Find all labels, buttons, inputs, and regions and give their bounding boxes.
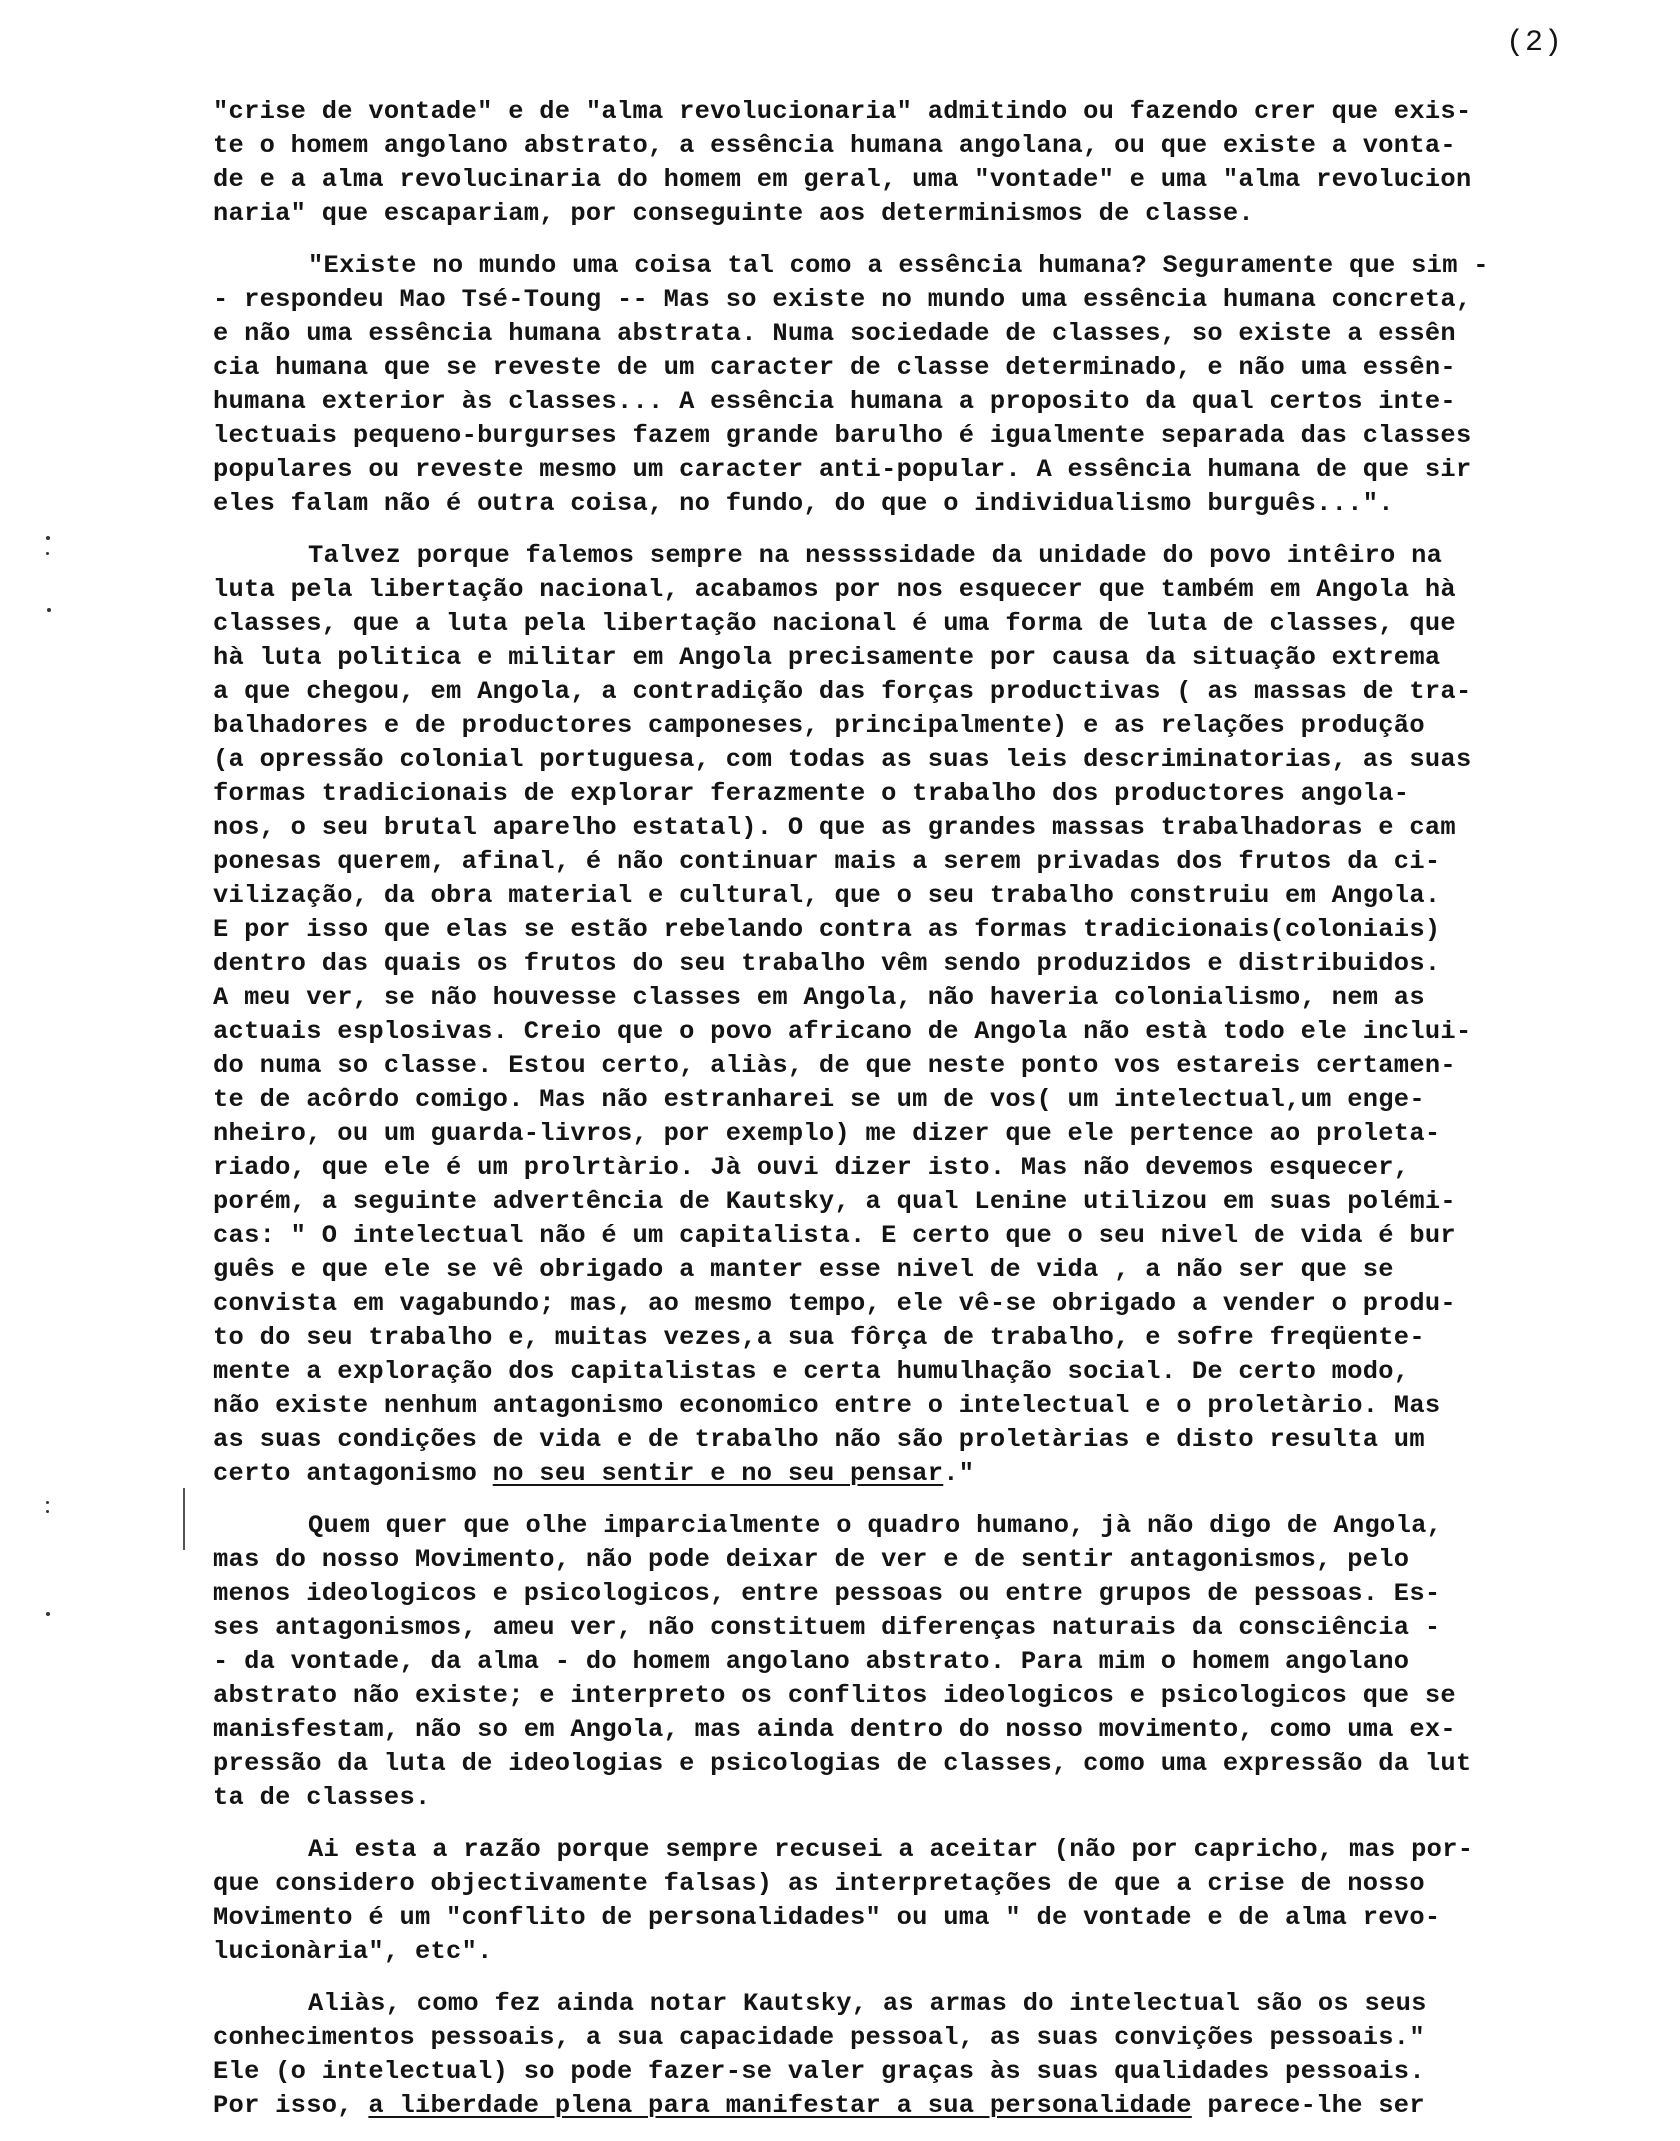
text-line: classes, que a luta pela libertação nacional é uma forma de luta de classes, que (213, 609, 1456, 638)
text-line: que considero objectivamente falsas) as interpretações de que a crise de nosso (213, 1869, 1425, 1898)
text-line (213, 2089, 1633, 2123)
text-line: riado, que ele é um prolrtàrio. Jà ouvi dizer isto. Mas não devemos esquecer, (213, 1153, 1410, 1182)
document-body (213, 95, 1633, 2141)
text-line: a que chegou, em Angola, a contradição das forças productivas ( as massas de tra- (213, 677, 1472, 706)
text-line: (a opressão colonial portuguesa, com todas as suas leis descriminatorias, as suas (213, 745, 1472, 774)
text-line: Ele (o intelectual) so pode fazer-se valer graças às suas qualidades pessoais. (213, 2057, 1425, 2086)
margin-dot (47, 608, 51, 612)
text-line: luta pela libertação nacional, acabamos por nos esquecer que também em Angola hà (213, 575, 1456, 604)
text-line: mas do nosso Movimento, não pode deixar de ver e de sentir antagonismos, pelo (213, 1545, 1410, 1574)
text-line: formas tradicionais de explorar ferazmente o trabalho dos productores angola- (213, 779, 1410, 808)
text-line: não existe nenhum antagonismo economico entre o intelectual e o proletàrio. Mas (213, 1391, 1441, 1420)
text-line: "Existe no mundo uma coisa tal como a essência humana? Seguramente que sim - (308, 251, 1489, 280)
text-line: de e a alma revolucinaria do homem em geral, uma "vontade" e uma "alma revolucion (213, 165, 1472, 194)
text-line: naria" que escapariam, por conseguinte aos determinismos de classe. (213, 199, 1254, 228)
text-line: lectuais pequeno-burgurses fazem grande barulho é igualmente separada das classes (213, 421, 1472, 450)
text-line: te de acôrdo comigo. Mas não estranharei se um de vos( um intelectual,um enge- (213, 1085, 1425, 1114)
line-suffix: ." (943, 1459, 975, 1488)
text-line: to do seu trabalho e, muitas vezes,a sua fôrça de trabalho, e sofre freqüente- (213, 1323, 1425, 1352)
underlined-phrase: a liberdade plena para manifestar a sua personalidade (368, 2091, 1192, 2120)
paragraph (213, 249, 1633, 521)
line-suffix: parece-lhe ser (1191, 2091, 1425, 2120)
text-line: A meu ver, se não houvesse classes em Angola, não haveria colonialismo, nem as (213, 983, 1425, 1012)
text-line: mente a exploração dos capitalistas e certa humulhação social. De certo modo, (213, 1357, 1410, 1386)
margin-dot (46, 552, 49, 555)
text-line: pressão da luta de ideologias e psicologias de classes, como uma expressão da lut (213, 1749, 1472, 1778)
text-line: ta de classes. (213, 1783, 431, 1812)
text-line: menos ideologicos e psicologicos, entre pessoas ou entre grupos de pessoas. Es- (213, 1579, 1441, 1608)
paragraph (213, 95, 1633, 231)
text-line: te o homem angolano abstrato, a essência humana angolana, ou que existe a vonta- (213, 131, 1456, 160)
text-line: Talvez porque falemos sempre na nessssidade da unidade do povo intêiro na (308, 541, 1443, 570)
line-prefix: certo antagonismo (213, 1459, 493, 1488)
text-line: do numa so classe. Estou certo, aliàs, de que neste ponto vos estareis certamen- (213, 1051, 1456, 1080)
paragraph (213, 539, 1633, 1491)
paragraph (213, 1987, 1633, 2123)
page-number: (2) (1506, 26, 1564, 60)
text-line: - respondeu Mao Tsé-Toung -- Mas so existe no mundo uma essência humana concreta, (213, 285, 1472, 314)
text-line: ses antagonismos, ameu ver, não constituem diferenças naturais da consciência - (213, 1613, 1441, 1642)
text-line: vilização, da obra material e cultural, que o seu trabalho construiu em Angola. (213, 881, 1441, 910)
margin-dot (46, 1501, 49, 1504)
text-line: nos, o seu brutal aparelho estatal). O que as grandes massas trabalhadoras e cam (213, 813, 1456, 842)
margin-dot (46, 536, 50, 540)
text-line: - da vontade, da alma - do homem angolano abstrato. Para mim o homem angolano (213, 1647, 1410, 1676)
text-line: conhecimentos pessoais, a sua capacidade pessoal, as suas convições pessoais." (213, 2023, 1425, 2052)
text-line: Ai esta a razão porque sempre recusei a aceitar (não por capricho, mas por- (308, 1835, 1474, 1864)
text-line: as suas condições de vida e de trabalho não são proletàrias e disto resulta um (213, 1425, 1425, 1454)
text-line: dentro das quais os frutos do seu trabalho vêm sendo produzidos e distribuidos. (213, 949, 1441, 978)
text-line: balhadores e de productores camponeses, principalmente) e as relações produção (213, 711, 1425, 740)
text-line: manisfestam, não so em Angola, mas ainda dentro do nosso movimento, como uma ex- (213, 1715, 1456, 1744)
text-line: Quem quer que olhe imparcialmente o quadro humano, jà não digo de Angola, (308, 1511, 1443, 1540)
text-line: convista em vagabundo; mas, ao mesmo tempo, ele vê-se obrigado a vender o produ- (213, 1289, 1456, 1318)
text-line: guês e que ele se vê obrigado a manter esse nivel de vida , a não ser que se (213, 1255, 1394, 1284)
text-line: cia humana que se reveste de um caracter de classe determinado, e não uma essên- (213, 353, 1456, 382)
text-line: lucionària", etc". (213, 1937, 493, 1966)
text-line: Aliàs, como fez ainda notar Kautsky, as armas do intelectual são os seus (308, 1989, 1427, 2018)
text-line: humana exterior às classes... A essência humana a proposito da qual certos inte- (213, 387, 1456, 416)
text-line: actuais esplosivas. Creio que o povo africano de Angola não està todo ele inclui- (213, 1017, 1472, 1046)
line-prefix: Por isso, (213, 2091, 369, 2120)
text-line: nheiro, ou um guarda-livros, por exemplo) me dizer que ele pertence ao proleta- (213, 1119, 1441, 1148)
underlined-phrase: no seu sentir e no seu pensar (492, 1459, 944, 1488)
margin-dot (46, 1612, 50, 1616)
paragraph (213, 1833, 1633, 1969)
text-line: cas: " O intelectual não é um capitalista. E certo que o seu nivel de vida é bur (213, 1221, 1456, 1250)
text-line: "crise de vontade" e de "alma revolucionaria" admitindo ou fazendo crer que exis- (213, 97, 1472, 126)
text-line: porém, a seguinte advertência de Kautsky, a qual Lenine utilizou em suas polémi- (213, 1187, 1456, 1216)
text-line: e não uma essência humana abstrata. Numa sociedade de classes, so existe a essên (213, 319, 1456, 348)
text-line: populares ou reveste mesmo um caracter anti-popular. A essência humana de que sir (213, 455, 1472, 484)
text-line: E por isso que elas se estão rebelando contra as formas tradicionais(coloniais) (213, 915, 1441, 944)
text-line: abstrato não existe; e interpreto os conflitos ideologicos e psicologicos que se (213, 1681, 1456, 1710)
text-line (213, 1457, 1633, 1491)
text-line: eles falam não é outra coisa, no fundo, do que o individualismo burguês...". (213, 489, 1394, 518)
text-line: ponesas querem, afinal, é não continuar mais a serem privadas dos frutos da ci- (213, 847, 1441, 876)
margin-line (183, 1488, 185, 1550)
margin-dot (46, 1510, 49, 1513)
text-line: hà luta politica e militar em Angola precisamente por causa da situação extrema (213, 643, 1441, 672)
text-line: Movimento é um "conflito de personalidades" ou uma " de vontade e de alma revo- (213, 1903, 1441, 1932)
paragraph (213, 1509, 1633, 1815)
